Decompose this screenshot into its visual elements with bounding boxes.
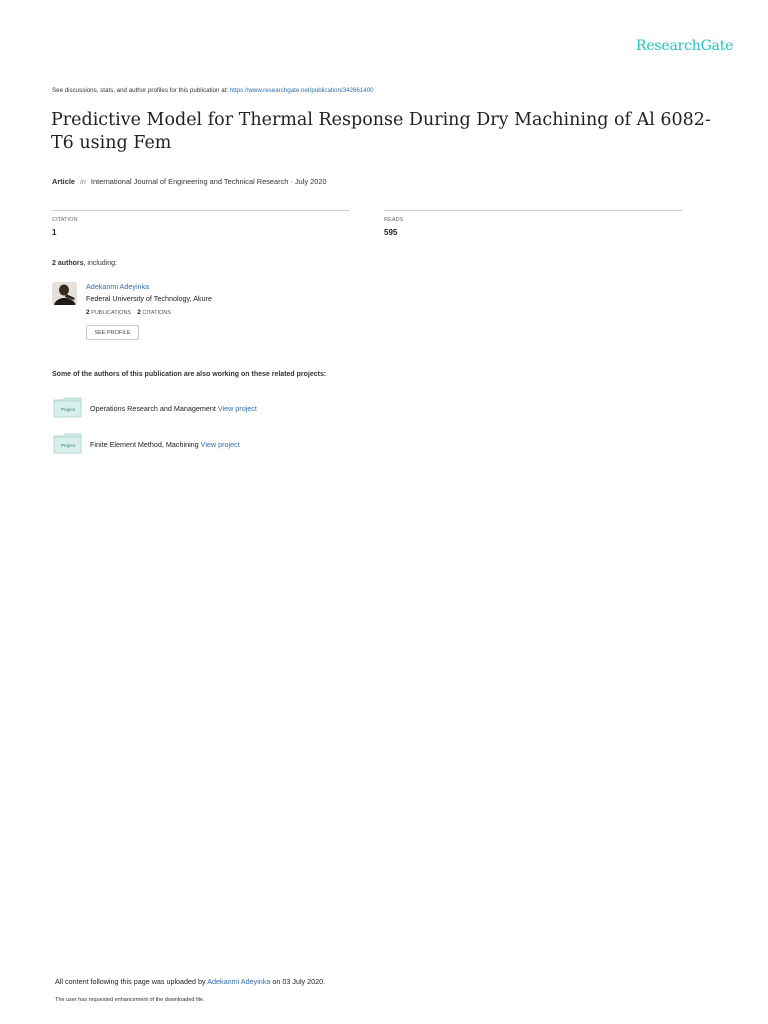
view-project-link[interactable]: View project [200, 440, 240, 449]
avatar-photo-icon [52, 282, 77, 305]
author-avatar[interactable] [52, 282, 77, 305]
publication-type: Article [52, 177, 76, 186]
projects-heading: Some of the authors of this publication are also working on these related projects: [52, 371, 327, 378]
author-publications-label: PUBLICATIONS [91, 310, 132, 316]
upload-prefix: All content following this page was uploaded by [55, 977, 208, 986]
project-folder-icon[interactable] [53, 433, 82, 454]
upload-note [55, 977, 325, 986]
in-word: in [80, 177, 86, 186]
authors-suffix: , including: [83, 260, 117, 267]
project-name: Finite Element Method, Machining [90, 440, 199, 449]
author-stats [86, 309, 171, 316]
author-citations-count: 2 [137, 309, 141, 316]
author-citations-label: CITATIONS [142, 310, 171, 316]
view-project-link[interactable]: View project [217, 404, 257, 413]
reads-value: 595 [384, 228, 398, 237]
venue-date: International Journal of Engineering and Technical Research · July 2020 [90, 177, 327, 186]
author-publications-count: 2 [86, 309, 90, 316]
authors-heading [52, 260, 117, 267]
reads-label: READS [384, 217, 404, 223]
discussion-prefix: See discussions, stats, and author profiles for this publication at: [52, 87, 230, 94]
publication-title: Predictive Model for Thermal Response During Dry Machining of Al 6082-T6 using Fem [51, 110, 711, 153]
project-item [90, 404, 257, 413]
citation-value: 1 [52, 228, 57, 237]
project-item [90, 440, 240, 449]
citation-label: CITATION [52, 217, 78, 223]
uploader-link[interactable]: Adekanmi Adeyinka [207, 977, 271, 986]
citation-divider [52, 210, 350, 211]
researchgate-logo[interactable]: ResearchGate [636, 38, 734, 54]
see-profile-button[interactable]: SEE PROFILE [86, 325, 139, 340]
author-affiliation: Federal University of Technology, Akure [86, 294, 212, 303]
publication-url-link[interactable]: https://www.researchgate.net/publication/342661400 [229, 87, 374, 94]
project-name: Operations Research and Management [90, 404, 216, 413]
upload-suffix: on 03 July 2020. [270, 977, 326, 986]
project-icon-label: Project [60, 407, 76, 412]
author-name-link[interactable]: Adekanmi Adeyinka [86, 282, 150, 291]
enhancement-note: The user has requested enhancement of the downloaded file. [55, 997, 205, 1003]
discussion-line [52, 87, 374, 94]
project-icon-label: Project [60, 443, 76, 448]
project-folder-icon[interactable] [53, 397, 82, 418]
publication-meta [52, 177, 327, 186]
reads-divider [384, 210, 682, 211]
authors-count: 2 authors [52, 260, 84, 267]
